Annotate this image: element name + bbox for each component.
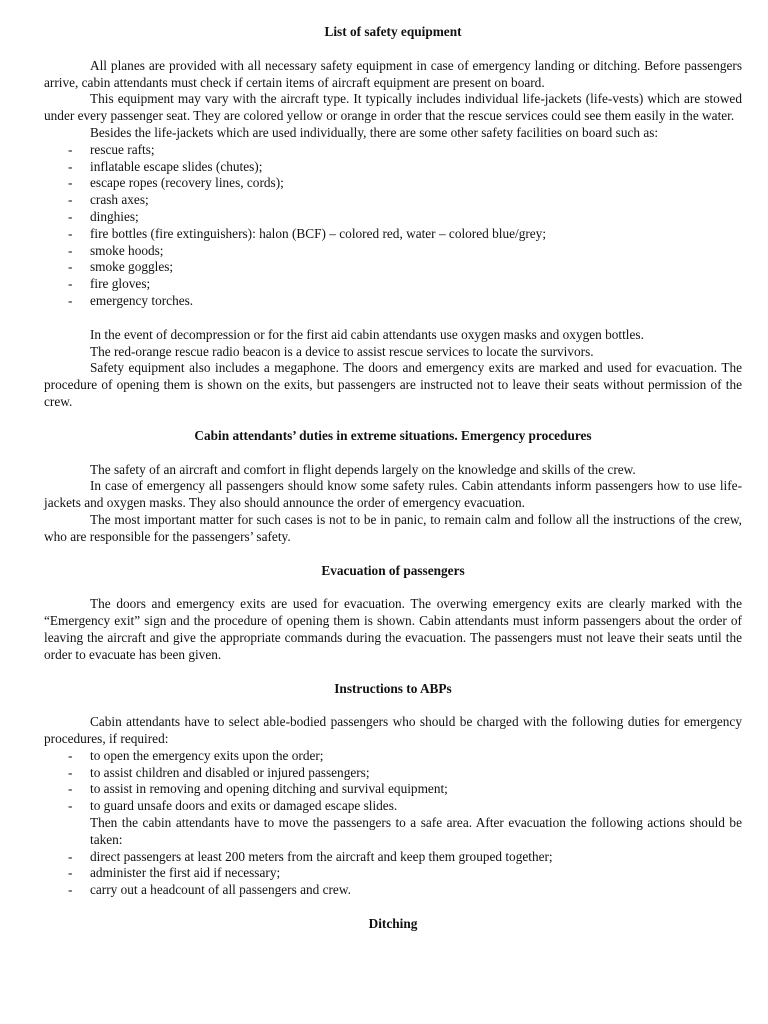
list-item: - emergency torches. xyxy=(68,292,194,308)
list-item-text: escape ropes (recovery lines, cords); xyxy=(90,175,284,191)
list-item-text: crash axes; xyxy=(90,192,149,208)
document-content xyxy=(44,24,742,933)
list-item-text: carry out a headcount of all passengers and crew. xyxy=(90,882,351,898)
after-evacuation-list xyxy=(44,849,742,899)
list-item: - carry out a headcount of all passengers and crew. xyxy=(68,882,351,898)
list-item-text: to assist in removing and opening ditching and survival equipment; xyxy=(90,781,448,797)
list-item-text: emergency torches. xyxy=(90,292,194,308)
paragraph: Then the cabin attendants have to move the passengers to a safe area. After evacuation the following actions should be taken: xyxy=(90,815,742,847)
list-item-text: fire gloves; xyxy=(90,276,151,292)
section-title-duties: Cabin attendants’ duties in extreme situations. Emergency procedures xyxy=(194,427,592,443)
list-item-text: smoke hoods; xyxy=(90,242,164,258)
list-item: - smoke goggles; xyxy=(68,259,174,275)
section-title-evacuation: Evacuation of passengers xyxy=(321,562,465,578)
list-item: - to open the emergency exits upon the order; xyxy=(68,747,324,763)
list-item-text: administer the first aid if necessary; xyxy=(90,865,281,881)
list-item: - direct passengers at least 200 meters from the aircraft and keep them grouped together; xyxy=(68,848,553,864)
section-title-safety-equipment: List of safety equipment xyxy=(324,24,462,39)
list-item-text: fire bottles (fire extinguishers): halon (BCF) – colored red, water – colored blue/grey; xyxy=(90,225,547,241)
paragraph: The safety of an aircraft and comfort in flight depends largely on the knowledge and skills of the crew. xyxy=(90,461,636,477)
list-item-text: rescue rafts; xyxy=(90,141,155,157)
list-item-text: inflatable escape slides (chutes); xyxy=(90,158,263,174)
list-item-text: smoke goggles; xyxy=(90,259,174,275)
list-item: - rescue rafts; xyxy=(68,141,155,157)
paragraph: This equipment may vary with the aircraft type. It typically includes individual life-jackets (life-vests) which are stowed under every passenger seat. They are colored yellow or orange in order that the rescue services could see them easily in the water. xyxy=(44,91,742,124)
abp-duties-list xyxy=(44,748,742,815)
list-item: - to guard unsafe doors and exits or damaged escape slides. xyxy=(68,798,398,814)
list-item-text: to assist children and disabled or injured passengers; xyxy=(90,764,370,780)
list-item: - inflatable escape slides (chutes); xyxy=(68,158,263,174)
list-item: - to assist in removing and opening ditching and survival equipment; xyxy=(68,781,448,797)
paragraph: All planes are provided with all necessary safety equipment in case of emergency landing or ditching. Before passengers arrive, cabin attendants must check if certain items of aircraft equipment are present on board. xyxy=(44,57,742,90)
paragraph: The most important matter for such cases is not to be in panic, to remain calm and follow all the instructions of the crew, who are responsible for the passengers’ safety. xyxy=(44,511,742,544)
paragraph: The red-orange rescue radio beacon is a device to assist rescue services to locate the survivors. xyxy=(90,343,594,359)
paragraph: Safety equipment also includes a megaphone. The doors and emergency exits are marked and used for evacuation. The procedure of opening them is shown on the exits, but passengers are instructed not to leave their seats without permission of the crew. xyxy=(44,360,742,409)
list-item-text: direct passengers at least 200 meters from the aircraft and keep them grouped together; xyxy=(90,848,553,864)
list-item: - escape ropes (recovery lines, cords); xyxy=(68,175,284,191)
list-item-text: to guard unsafe doors and exits or damaged escape slides. xyxy=(90,798,398,814)
paragraph: In the event of decompression or for the first aid cabin attendants use oxygen masks and oxygen bottles. xyxy=(90,326,644,342)
paragraph: Besides the life-jackets which are used individually, there are some other safety facilities on board such as: xyxy=(90,124,659,140)
equipment-list xyxy=(44,142,742,310)
list-item-text: to open the emergency exits upon the order; xyxy=(90,747,324,763)
list-item: - smoke hoods; xyxy=(68,242,164,258)
list-item-text: dinghies; xyxy=(90,208,139,224)
list-item: - fire bottles (fire extinguishers): halon (BCF) – colored red, water – colored blue/grey; xyxy=(68,225,547,241)
paragraph: In case of emergency all passengers should know some safety rules. Cabin attendants inform passengers how to use life-jackets and oxygen masks. They also should announce the order of emergency evacuation. xyxy=(44,478,742,511)
paragraph: The doors and emergency exits are used for evacuation. The overwing emergency exits are clearly marked with the “Emergency exit” sign and the procedure of opening them is shown. Cabin attendants must inform passengers about the order of leaving the aircraft and give the appropriate commands during the evacuation. The passengers must not leave their seats until the order to evacuate has been given. xyxy=(44,596,742,662)
list-item: - fire gloves; xyxy=(68,276,151,292)
section-title-abps: Instructions to ABPs xyxy=(334,680,452,696)
list-item: - administer the first aid if necessary; xyxy=(68,865,281,881)
paragraph: Cabin attendants have to select able-bodied passengers who should be charged with the following duties for emergency procedures, if required: xyxy=(44,714,742,747)
list-item: - to assist children and disabled or injured passengers; xyxy=(68,764,370,780)
section-title-ditching: Ditching xyxy=(368,916,418,932)
list-item: - dinghies; xyxy=(68,208,139,224)
list-item: - crash axes; xyxy=(68,192,149,208)
